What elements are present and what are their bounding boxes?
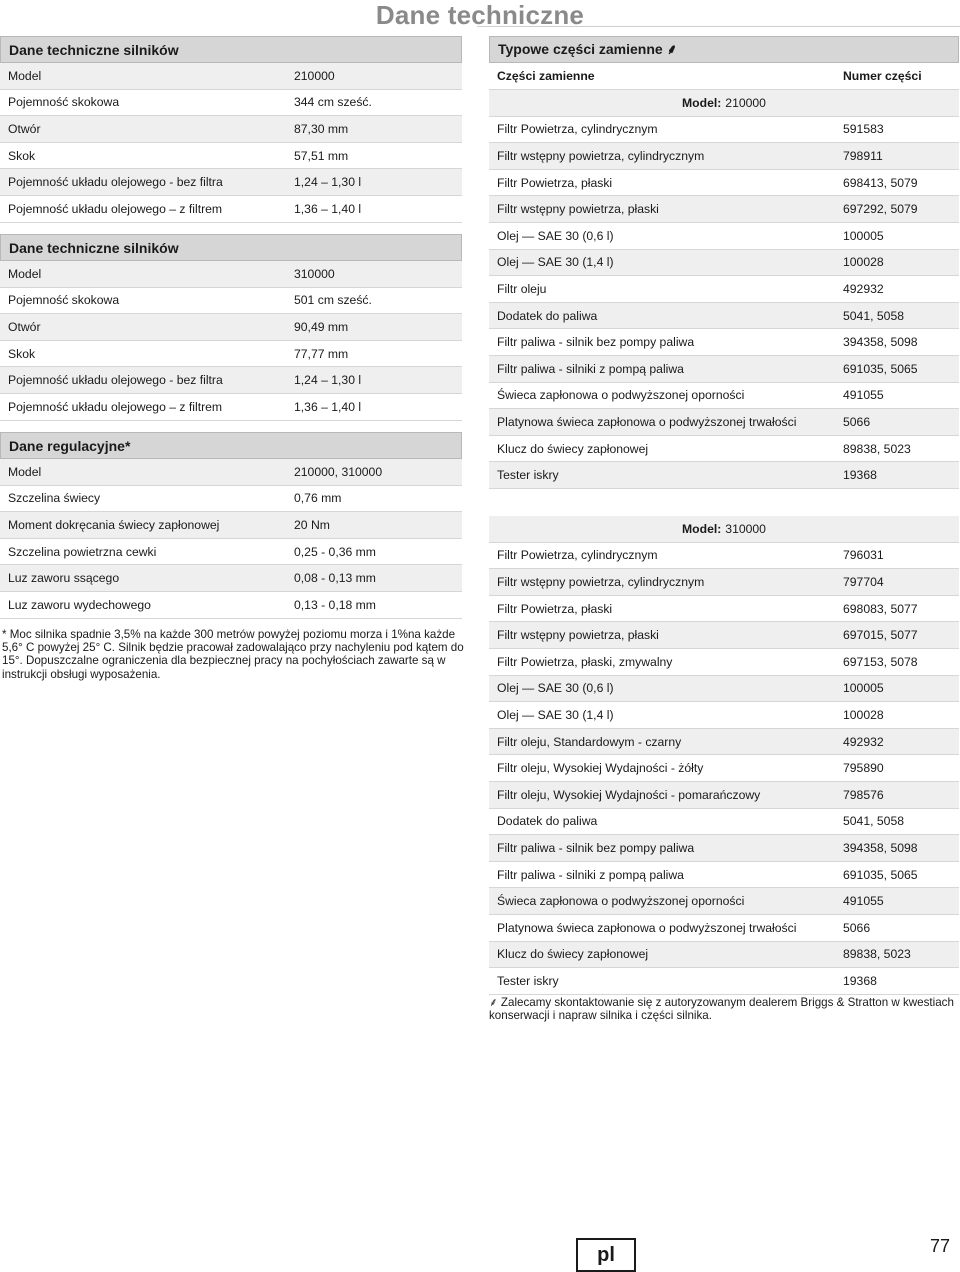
page-title: Dane techniczne bbox=[375, 0, 585, 30]
row-label: Otwór bbox=[8, 121, 41, 136]
part-number: 691035, 5065 bbox=[843, 867, 918, 882]
row-label: Moment dokręcania świecy zapłonowej bbox=[8, 517, 220, 532]
row-label: Luz zaworu wydechowego bbox=[8, 597, 151, 612]
row-value: 0,76 mm bbox=[294, 491, 342, 506]
row-value: 1,24 – 1,30 l bbox=[294, 175, 362, 190]
row-value: 57,51 mm bbox=[294, 148, 349, 163]
part-number: 698413, 5079 bbox=[843, 175, 918, 190]
row-value: 501 cm sześć. bbox=[294, 293, 372, 308]
part-number: 5066 bbox=[843, 414, 871, 429]
model-label: Model: bbox=[682, 95, 722, 110]
table-row bbox=[0, 314, 462, 341]
row-label: Skok bbox=[8, 346, 36, 361]
table-row bbox=[0, 143, 462, 170]
part-name: Filtr Powietrza, cylindrycznym bbox=[497, 548, 658, 563]
footnote: * Moc silnika spadnie 3,5% na każde 300 metrów powyżej poziomu morza i 1%na każde 5,6° C powyżej 25° C. Silnik będzie pracował zadowalająco przy nachyleniu pod kątem do 15°. Dopuszczalne ograniczenia dla bezpiecznej pracy na pochyłościach zawarte są w instrukcji obsługi wyposażenia. bbox=[2, 628, 464, 681]
part-name: Filtr wstępny powietrza, cylindrycznym bbox=[497, 148, 705, 163]
table-row bbox=[489, 569, 959, 596]
table-row bbox=[489, 809, 959, 836]
part-name: Klucz do świecy zapłonowej bbox=[497, 441, 649, 456]
part-number: 697292, 5079 bbox=[843, 202, 918, 217]
row-label: Model bbox=[8, 68, 42, 83]
table-row bbox=[489, 196, 959, 223]
table-row bbox=[489, 915, 959, 942]
table-row bbox=[489, 462, 959, 489]
row-value: 1,36 – 1,40 l bbox=[294, 201, 362, 216]
row-value: 344 cm sześć. bbox=[294, 95, 372, 110]
table-row bbox=[0, 90, 462, 117]
part-number: 492932 bbox=[843, 281, 884, 296]
part-name: Świeca zapłonowa o podwyższonej oporności bbox=[497, 894, 745, 909]
model-row-310000 bbox=[489, 516, 959, 543]
row-value: 0,13 - 0,18 mm bbox=[294, 597, 376, 612]
part-number: 492932 bbox=[843, 734, 884, 749]
part-number: 100028 bbox=[843, 707, 884, 722]
table-row bbox=[489, 676, 959, 703]
part-name: Filtr paliwa - silnik bez pompy paliwa bbox=[497, 840, 695, 855]
row-value: 20 Nm bbox=[294, 517, 330, 532]
model-value: 310000 bbox=[725, 521, 766, 536]
part-number: 19368 bbox=[843, 973, 877, 988]
table-row bbox=[0, 288, 462, 315]
table-row bbox=[489, 329, 959, 356]
part-number: 697153, 5078 bbox=[843, 654, 918, 669]
table-row bbox=[489, 755, 959, 782]
row-value: 1,36 – 1,40 l bbox=[294, 399, 362, 414]
part-name: Platynowa świeca zapłonowa o podwyższonej trwałości bbox=[497, 414, 797, 429]
part-number: 19368 bbox=[843, 468, 877, 483]
part-name: Platynowa świeca zapłonowa o podwyższonej trwałości bbox=[497, 920, 797, 935]
regulation-data-table bbox=[0, 432, 462, 619]
part-number: 5041, 5058 bbox=[843, 814, 904, 829]
part-name: Filtr Powietrza, cylindrycznym bbox=[497, 122, 658, 137]
row-value: 90,49 mm bbox=[294, 319, 349, 334]
part-name: Filtr Powietrza, płaski bbox=[497, 601, 613, 616]
part-name: Filtr wstępny powietrza, płaski bbox=[497, 628, 659, 643]
part-number: 5066 bbox=[843, 920, 871, 935]
table-row bbox=[489, 942, 959, 969]
row-label: Model bbox=[8, 266, 42, 281]
spare-parts-table-310000 bbox=[489, 516, 959, 995]
part-name: Świeca zapłonowa o podwyższonej oporności bbox=[497, 388, 745, 403]
part-number: 89838, 5023 bbox=[843, 441, 911, 456]
table-row bbox=[489, 383, 959, 410]
table-row bbox=[489, 223, 959, 250]
row-label: Szczelina powietrzna cewki bbox=[8, 544, 157, 559]
part-number: 591583 bbox=[843, 122, 884, 137]
part-name: Filtr wstępny powietrza, cylindrycznym bbox=[497, 574, 705, 589]
table-row bbox=[0, 512, 462, 539]
table-row bbox=[0, 592, 462, 619]
table-row bbox=[0, 261, 462, 288]
row-label: Pojemność układu olejowego – z filtrem bbox=[8, 201, 223, 216]
row-value: 210000 bbox=[294, 68, 335, 83]
table-row bbox=[489, 276, 959, 303]
part-number: 394358, 5098 bbox=[843, 840, 918, 855]
part-number: 798911 bbox=[843, 148, 883, 163]
part-number: 491055 bbox=[843, 388, 884, 403]
table-row bbox=[489, 170, 959, 197]
column-header-row bbox=[489, 63, 959, 90]
table-heading: Dane regulacyjne* bbox=[0, 432, 462, 459]
part-name: Dodatek do paliwa bbox=[497, 308, 598, 323]
table-row bbox=[0, 169, 462, 196]
row-label: Szczelina świecy bbox=[8, 491, 101, 506]
table-row bbox=[489, 649, 959, 676]
part-name: Klucz do świecy zapłonowej bbox=[497, 947, 649, 962]
part-name: Filtr oleju, Standardowym - czarny bbox=[497, 734, 682, 749]
engine-specs-210000-table bbox=[0, 36, 462, 223]
table-row bbox=[489, 250, 959, 277]
row-label: Luz zaworu ssącego bbox=[8, 571, 120, 586]
engine-specs-310000-table bbox=[0, 234, 462, 421]
part-number: 796031 bbox=[843, 548, 884, 563]
part-name: Dodatek do paliwa bbox=[497, 814, 598, 829]
row-label: Pojemność układu olejowego - bez filtra bbox=[8, 373, 223, 388]
part-name: Filtr oleju, Wysokiej Wydajności - pomarańczowy bbox=[497, 787, 761, 802]
table-row bbox=[489, 303, 959, 330]
table-heading: Dane techniczne silników bbox=[0, 36, 462, 63]
part-name: Tester iskry bbox=[497, 468, 559, 483]
part-number: 100028 bbox=[843, 255, 884, 270]
table-heading: Typowe części zamienne ⸙ bbox=[489, 36, 959, 63]
table-row bbox=[489, 436, 959, 463]
table-row bbox=[489, 835, 959, 862]
part-name: Filtr wstępny powietrza, płaski bbox=[497, 202, 659, 217]
row-label: Pojemność układu olejowego - bez filtra bbox=[8, 175, 223, 190]
part-name: Filtr oleju, Wysokiej Wydajności - żółty bbox=[497, 761, 704, 776]
table-row bbox=[489, 888, 959, 915]
model-label: Model: bbox=[682, 521, 722, 536]
part-number: 89838, 5023 bbox=[843, 947, 911, 962]
row-label: Model bbox=[8, 464, 42, 479]
table-row bbox=[0, 394, 462, 421]
part-name: Olej — SAE 30 (0,6 l) bbox=[497, 681, 614, 696]
part-name: Olej — SAE 30 (1,4 l) bbox=[497, 707, 614, 722]
table-row bbox=[0, 565, 462, 592]
table-row bbox=[489, 543, 959, 570]
title-rule bbox=[477, 26, 960, 27]
table-row bbox=[489, 968, 959, 995]
page-number: 77 bbox=[930, 1236, 951, 1256]
row-value: 87,30 mm bbox=[294, 121, 349, 136]
table-heading: Dane techniczne silników bbox=[0, 234, 462, 261]
table-row bbox=[0, 459, 462, 486]
part-number: 697015, 5077 bbox=[843, 628, 918, 643]
part-number: 795890 bbox=[843, 761, 884, 776]
part-name: Tester iskry bbox=[497, 973, 559, 988]
table-row bbox=[489, 143, 959, 170]
part-name: Filtr Powietrza, płaski bbox=[497, 175, 613, 190]
part-name: Filtr oleju bbox=[497, 281, 547, 296]
table-row bbox=[0, 486, 462, 513]
part-name: Filtr paliwa - silnik bez pompy paliwa bbox=[497, 335, 695, 350]
part-number: 491055 bbox=[843, 894, 884, 909]
row-value: 77,77 mm bbox=[294, 346, 349, 361]
table-row bbox=[0, 341, 462, 368]
language-code: pl bbox=[576, 1238, 636, 1272]
row-value: 0,08 - 0,13 mm bbox=[294, 571, 376, 586]
table-row bbox=[0, 539, 462, 566]
row-value: 0,25 - 0,36 mm bbox=[294, 544, 376, 559]
table-row bbox=[489, 409, 959, 436]
table-row bbox=[489, 356, 959, 383]
part-number: 797704 bbox=[843, 574, 884, 589]
model-value: 210000 bbox=[725, 95, 766, 110]
row-value: 210000, 310000 bbox=[294, 464, 383, 479]
table-row bbox=[489, 622, 959, 649]
spare-parts-table bbox=[489, 36, 959, 489]
column-header-number: Numer części bbox=[843, 69, 922, 83]
table-row bbox=[0, 367, 462, 394]
part-number: 100005 bbox=[843, 228, 884, 243]
parts-note: ⸙ Zalecamy skontaktowanie się z autoryzowanym dealerem Briggs & Stratton w kwestiach konserwacji i napraw silnika i części silnika. bbox=[489, 996, 954, 1023]
part-number: 100005 bbox=[843, 681, 884, 696]
row-label: Otwór bbox=[8, 319, 41, 334]
part-number: 691035, 5065 bbox=[843, 361, 918, 376]
part-name: Olej — SAE 30 (1,4 l) bbox=[497, 255, 614, 270]
table-row bbox=[0, 196, 462, 223]
table-row bbox=[489, 117, 959, 144]
row-label: Pojemność skokowa bbox=[8, 95, 120, 110]
part-name: Filtr paliwa - silniki z pompą paliwa bbox=[497, 867, 684, 882]
part-number: 5041, 5058 bbox=[843, 308, 904, 323]
table-row bbox=[489, 702, 959, 729]
model-row-210000 bbox=[489, 90, 959, 117]
table-row bbox=[489, 729, 959, 756]
row-label: Skok bbox=[8, 148, 36, 163]
part-number: 698083, 5077 bbox=[843, 601, 918, 616]
table-row bbox=[0, 63, 462, 90]
row-value: 1,24 – 1,30 l bbox=[294, 373, 362, 388]
table-row bbox=[0, 116, 462, 143]
part-number: 798576 bbox=[843, 787, 884, 802]
column-header-name: Części zamienne bbox=[497, 69, 595, 83]
table-row bbox=[489, 596, 959, 623]
row-label: Pojemność skokowa bbox=[8, 293, 120, 308]
part-name: Olej — SAE 30 (0,6 l) bbox=[497, 228, 614, 243]
table-row bbox=[489, 782, 959, 809]
row-value: 310000 bbox=[294, 266, 335, 281]
part-name: Filtr Powietrza, płaski, zmywalny bbox=[497, 654, 673, 669]
part-name: Filtr paliwa - silniki z pompą paliwa bbox=[497, 361, 684, 376]
part-number: 394358, 5098 bbox=[843, 335, 918, 350]
table-row bbox=[489, 862, 959, 889]
row-label: Pojemność układu olejowego – z filtrem bbox=[8, 399, 223, 414]
